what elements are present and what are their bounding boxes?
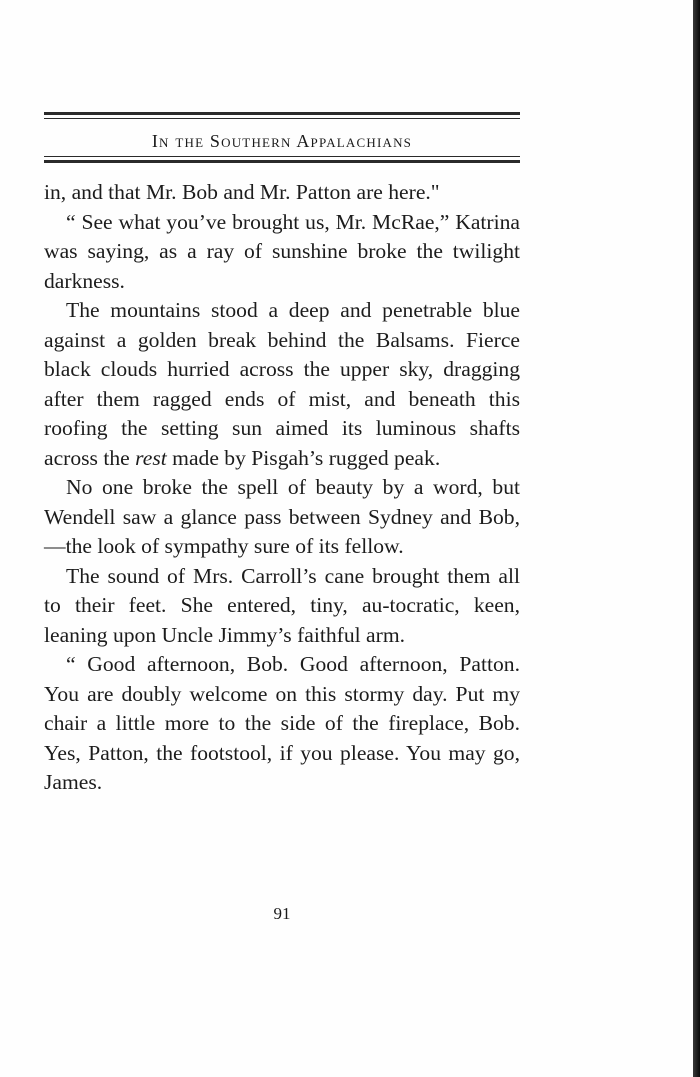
header-rule-top-thick: [44, 112, 520, 115]
paragraph-spell: No one broke the spell of beauty by a word, but Wendell saw a glance pass between Sydney and Bob,—the look of sympathy sure of its fellow.: [44, 475, 520, 558]
paragraph-cane: The sound of Mrs. Carroll’s cane brought them all to their feet. She entered, tiny, au-tocratic, keen, leaning upon Uncle Jimmy’s faithful arm.: [44, 563, 520, 647]
paragraph-mountains: [44, 296, 520, 473]
header-rule-bottom-thin: [44, 156, 520, 157]
binding-edge: [693, 0, 700, 1077]
paragraph-mountains-text-after: made by Pisgah’s rugged peak.: [166, 445, 441, 470]
page-number: 91: [273, 904, 291, 923]
paragraph-mountains-text-before: The mountains stood a deep and penetrable blue against a golden break behind the Balsams. Fierce black clouds hurried across the upper sky, dragging after them ragged ends of mist, and beneath this roofing the setting sun aimed its luminous shafts across the: [44, 298, 520, 470]
header-rule-bottom-thick: [44, 160, 520, 163]
paragraph-katrina: “ See what you’ve brought us, Mr. McRae,” Katrina was saying, as a ray of sunshine broke the twilight darkness.: [44, 209, 520, 293]
body-text: [44, 178, 520, 798]
paragraph-greeting: “ Good afternoon, Bob. Good afternoon, Patton. You are doubly welcome on this stormy day. Put my chair a little more to the side of the fireplace, Bob. Yes, Patton, the footstool, if you please. You may go, James.: [44, 652, 520, 794]
header-rule-top-thin: [44, 118, 520, 119]
paragraph-continuation: in, and that Mr. Bob and Mr. Patton are here.": [44, 180, 440, 204]
emphasis-rest: rest: [135, 445, 167, 470]
running-head: In the Southern Appalachians: [151, 131, 413, 151]
